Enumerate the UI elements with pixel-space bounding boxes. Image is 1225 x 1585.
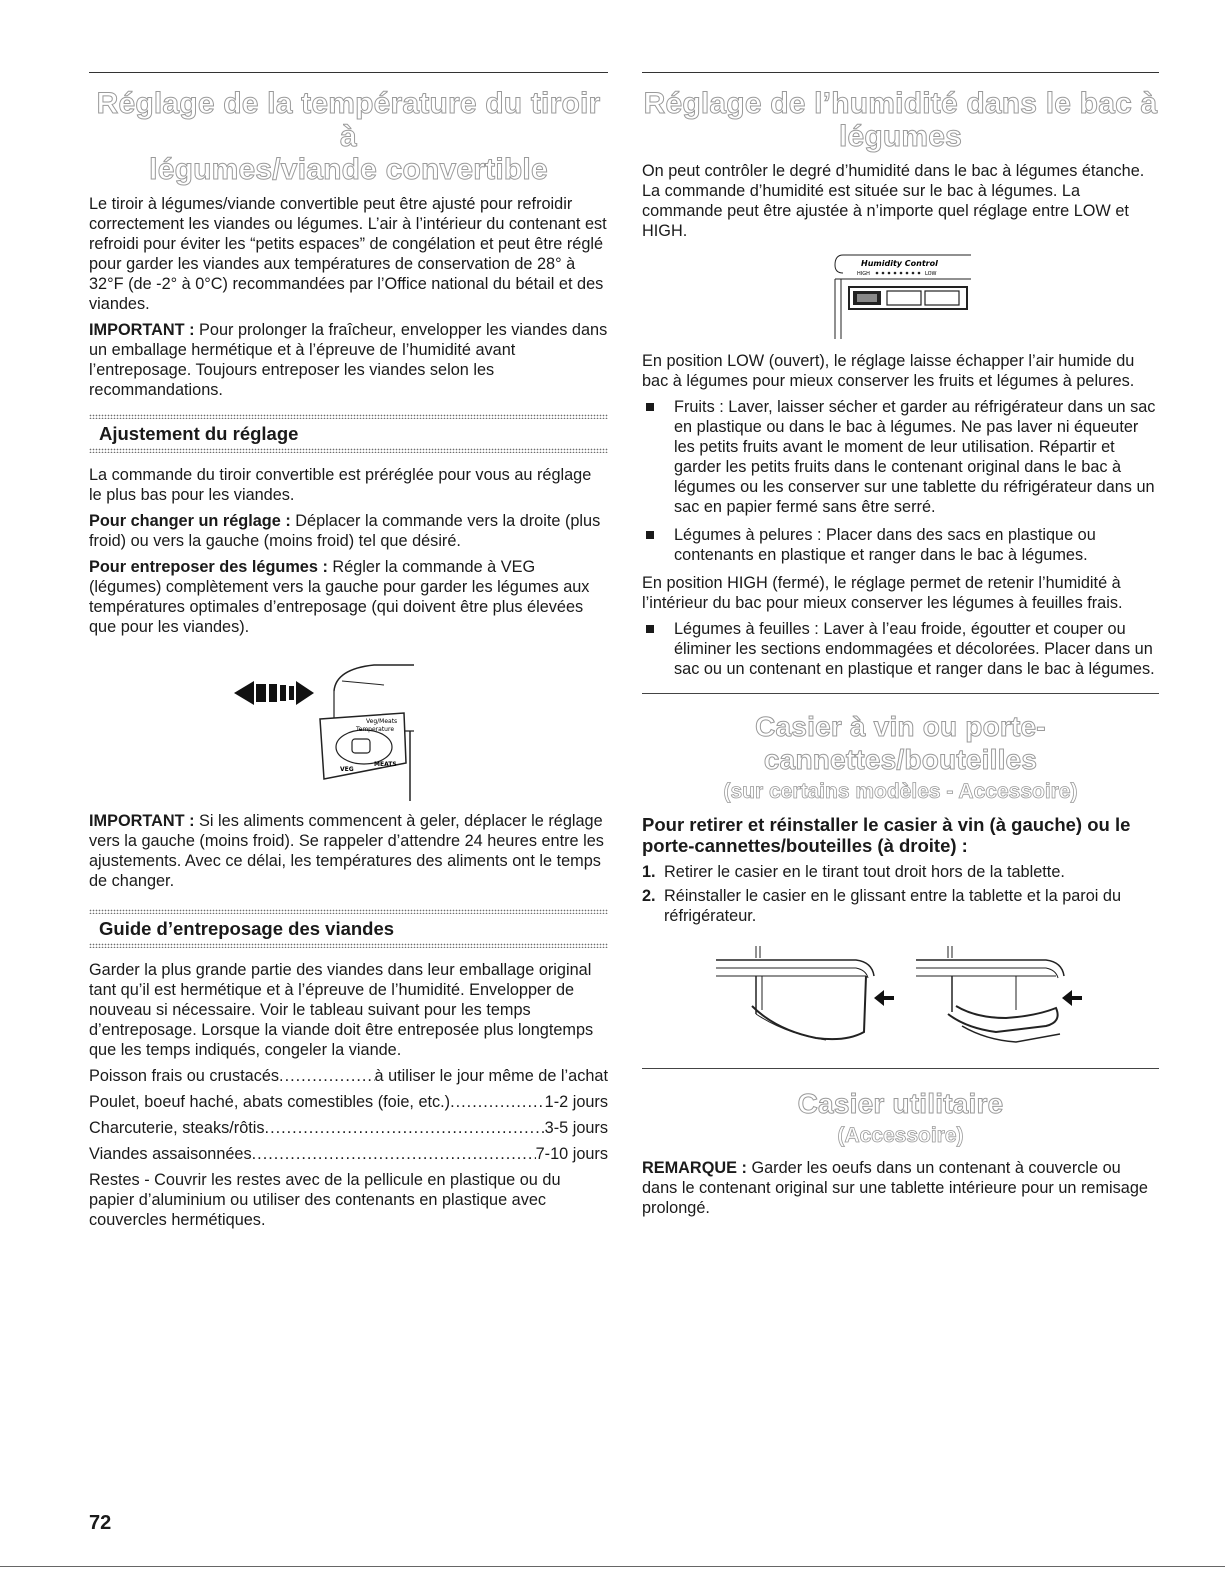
list-item: 2. Réinstaller le casier en le glissant entre la tablette et la paroi du réfrigérateur. bbox=[642, 887, 1122, 925]
bottom-rule bbox=[0, 1566, 1225, 1567]
low-bullets bbox=[642, 397, 1159, 565]
can-rack-drawing bbox=[916, 946, 1082, 1042]
section-divider bbox=[642, 693, 1159, 694]
humidity-control-illustration bbox=[821, 251, 981, 341]
remark-paragraph: REMARQUE : Garder les oeufs dans un contenant à couvercle ou dans le contenant original sur une tablette intérieure pour un remisage prolongé. bbox=[642, 1159, 1148, 1217]
page-number: 72 bbox=[89, 1512, 112, 1534]
humidity-intro: On peut contrôler le degré d’humidité dans le bac à légumes étanche. La commande d’humidité est située sur le bac à légumes. La commande peut être ajustée à n’importe quel réglage entre LOW et HIGH. bbox=[642, 162, 1145, 240]
adjustment-paragraph: La commande du tiroir convertible est préréglée pour vous au réglage le plus bas pour les viandes. bbox=[89, 466, 592, 504]
square-bullet-icon bbox=[646, 625, 654, 633]
important-note: IMPORTANT : Pour prolonger la fraîcheur, envelopper les viandes dans un emballage hermétique et à l’épreuve de l’humidité avant l’entreposage. Toujours entreposer les viandes selon les recommandations. bbox=[89, 321, 608, 399]
svg-text:MEATS: MEATS bbox=[373, 761, 397, 768]
svg-text:Veg/Meats: Veg/Meats bbox=[365, 718, 397, 725]
list-item: 1. Retirer le casier en le tirant tout droit hors de la tablette. bbox=[642, 863, 1065, 881]
list-item: Légumes à feuilles : Laver à l’eau froide, égoutter et couper ou éliminer les sections endommagées et décolorées. Placer dans un sac ou un contenant en plastique et ranger dans le bac à légumes. bbox=[642, 619, 1159, 679]
wine-rack-steps bbox=[642, 862, 1159, 926]
top-rule bbox=[89, 72, 608, 73]
square-bullet-icon bbox=[646, 403, 654, 411]
leftovers-paragraph: Restes - Couvrir les restes avec de la pellicule en plastique ou du papier d’aluminium ou utiliser des contenants en plastique avec couvercles hermétiques. bbox=[89, 1171, 561, 1229]
subheading-adjustment: Ajustement du réglage bbox=[89, 414, 608, 453]
svg-text:VEG: VEG bbox=[339, 766, 354, 773]
table-row: Poulet, boeuf haché, abats comestibles (foie, etc.) ..... 1-2 jours bbox=[89, 1092, 608, 1112]
wine-rack-illustration bbox=[716, 936, 1086, 1056]
wine-rack-drawing bbox=[716, 946, 894, 1040]
list-item: Légumes à pelures : Placer dans des sacs en plastique ou contenants en plastique et ranger dans le bac à légumes. bbox=[642, 525, 1159, 565]
svg-text:LOW: LOW bbox=[924, 271, 936, 277]
section-title-utility-bin: Casier utilitaire bbox=[797, 1088, 1004, 1119]
left-arrow-icon bbox=[234, 681, 314, 705]
high-position-paragraph: En position HIGH (fermé), le réglage permet de retenir l’humidité à l’intérieur du bac pour mieux conserver les légumes à feuilles frais. bbox=[642, 574, 1123, 612]
section-title-wine-rack: Casier à vin ou porte-cannettes/bouteilles bbox=[755, 711, 1046, 775]
svg-text:HIGH: HIGH bbox=[856, 271, 870, 277]
section-title-drawer-temperature: Réglage de la température du tiroir à légumes/viande convertible bbox=[96, 87, 601, 186]
table-row: Viandes assaisonnées ..... 7-10 jours bbox=[89, 1144, 608, 1164]
subheading-meat-guide: Guide d’entreposage des viandes bbox=[89, 909, 608, 948]
left-column bbox=[89, 72, 608, 1236]
storage-table bbox=[89, 1066, 608, 1164]
square-bullet-icon bbox=[646, 531, 654, 539]
svg-text:Temperature: Temperature bbox=[355, 726, 394, 733]
meat-guide-paragraph: Garder la plus grande partie des viandes dans leur emballage original tant qu’il est hermétique et à l’épreuve de l’humidité. Envelopper de nouveau si nécessaire. Voir le tableau suivant pour les temps d’entreposage. Lorsque la viande doit être entreposée plus longtemps que les temps indiqués, congeler la viande. bbox=[89, 961, 594, 1059]
right-column bbox=[642, 72, 1159, 1224]
section-divider bbox=[642, 1068, 1159, 1069]
important-note-2: IMPORTANT : Si les aliments commencent à geler, déplacer le réglage vers la gauche (moins froid). Se rappeler d’attendre 24 heures entre les ajustements. Avec ce délai, les températures des aliments ont le temps de changer. bbox=[89, 812, 604, 890]
table-row: Poisson frais ou crustacés ..... à utiliser le jour même de l’achat bbox=[89, 1066, 608, 1086]
store-vegetables-paragraph: Pour entreposer des légumes : Régler la commande à VEG (légumes) complètement vers la gauche pour garder les légumes aux températures optimales d’entreposage (qui doivent être plus élevées que pour les viandes). bbox=[89, 558, 590, 636]
table-row: Charcuterie, steaks/rôtis ..... 3-5 jours bbox=[89, 1118, 608, 1138]
section-subtitle-utility-bin: (Accessoire) bbox=[837, 1124, 964, 1147]
section-title-humidity: Réglage de l’humidité dans le bac à légumes bbox=[643, 87, 1158, 153]
top-rule bbox=[642, 72, 1159, 73]
list-item: Fruits : Laver, laisser sécher et garder au réfrigérateur dans un sac en plastique ou dans le bac à légumes. Ne pas laver ni équeuter les petits fruits avant le moment de leur utilisation. Répartir et garder les petits fruits dans le contenant original dans le bac à légumes ou les conserver sur une tablette du réfrigérateur dans un sac en papier fermé sans être serré. bbox=[642, 397, 1159, 517]
drawer-dial-illustration bbox=[224, 651, 474, 801]
intro-paragraph: Le tiroir à légumes/viande convertible peut être ajusté pour refroidir correctement les viandes ou légumes. L’air à l’intérieur du contenant est refroidi pour éviter les “petits espaces” de congélation et peut être réglé pour garder les viandes aux températures de conservation de 28° à 32°F (de -2° à 0°C) recommandées par l’Office national du bétail et des viandes. bbox=[89, 195, 607, 313]
humidity-scale-dots bbox=[875, 272, 920, 275]
wine-rack-heading: Pour retirer et réinstaller le casier à vin (à gauche) ou le porte-cannettes/bouteilles (à droite) : bbox=[642, 814, 1131, 856]
low-position-paragraph: En position LOW (ouvert), le réglage laisse échapper l’air humide du bac à légumes pour mieux conserver les fruits et légumes à pelures. bbox=[642, 352, 1135, 390]
high-bullets bbox=[642, 619, 1159, 679]
section-subtitle-wine-rack: (sur certains modèles - Accessoire) bbox=[723, 780, 1078, 803]
change-setting-paragraph: Pour changer un réglage : Déplacer la commande vers la droite (plus froid) ou vers la gauche (moins froid) tel que désiré. bbox=[89, 512, 601, 550]
svg-text:Humidity Control: Humidity Control bbox=[860, 259, 938, 268]
